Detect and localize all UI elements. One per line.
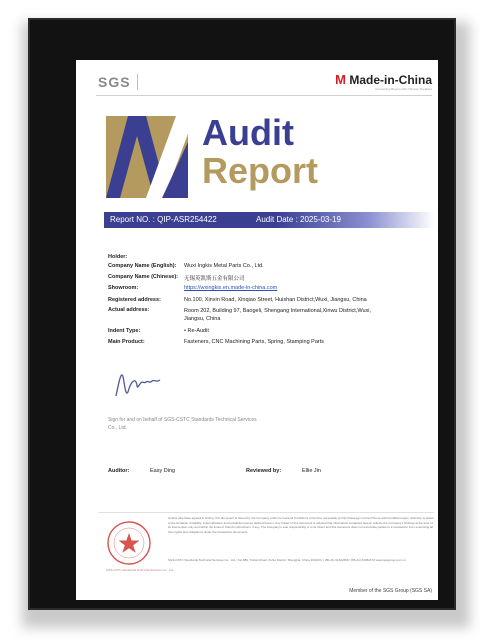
audit-report-logo-icon (106, 116, 188, 198)
certificate-frame (28, 18, 456, 610)
member-of-sgs-text: Member of the SGS Group (SGS SA) (349, 588, 432, 594)
main-product-value: Fasteners, CNC Machining Parts, Spring, Stamping Parts (184, 339, 325, 345)
company-cn-label: Company Name (Chinese): (108, 274, 178, 280)
showroom-label: Showroom: (108, 285, 139, 291)
actual-address-label: Actual address: (108, 307, 150, 313)
sgs-logo: SGS (98, 74, 138, 90)
auditor-name: Easy Ding (150, 468, 176, 474)
auditor-label: Auditor: (108, 468, 130, 474)
title-report: Report (202, 150, 318, 191)
reviewed-by-label: Reviewed by: (246, 468, 282, 474)
registered-address-label: Registered address: (108, 297, 161, 303)
made-in-china-tagline: Connecting Buyers with Chinese Suppliers (375, 87, 432, 91)
actual-address-value: Room 202, Building 97, Baogeli, Shengang International,Xinwu District,Wuxi, Jiangsu, China (184, 308, 372, 322)
audit-date: Audit Date : 2025-03-19 (256, 215, 341, 224)
registered-address-value: No.100, Xinxin Road, Xinqiao Street, Huishan District,Wuxi, Jiangsu, China (184, 297, 367, 303)
seal-caption: SGS-CSTC Standards Technical Services Co., Ltd. (106, 568, 174, 572)
title-audit: Audit (202, 112, 294, 153)
reviewer-name: Ellie Jin (302, 468, 321, 474)
company-seal-icon (106, 520, 152, 566)
holder-label: Holder: (108, 254, 128, 260)
sign-on-behalf-text: Sign for and on behalf of SGS-CSTC Standards Technical Services Co., Ltd. (108, 417, 257, 431)
footer-divider (98, 512, 434, 513)
terms-fine-print: Unless otherwise agreed in writing, this document is issued by the Company under its General Conditions of Service accessible at http://www.sgs.com/en/Terms-and-Conditions.aspx. Attention is drawn to the limitation of liability, indemnification and jurisdiction issues defined therein. Any holder of this document is advised that information contained hereon reflects the Company's findings at the time of its intervention only and within the limits of Client's instructions, if any. The Company's sole responsibility is to its Client and this document does not exonerate parties to a transaction from exercising all their rights and obligations under the transaction documents. (168, 516, 434, 534)
indent-type-label: Indent Type: (108, 328, 141, 334)
report-number: Report NO. : QIP-ASR254422 (110, 215, 217, 224)
report-info-bar (104, 212, 434, 228)
company-en-label: Company Name (English): (108, 263, 177, 269)
main-product-label: Main Product: (108, 339, 145, 345)
report-paper (76, 60, 438, 600)
signature-image (112, 366, 162, 402)
indent-type-value: • Re-Audit (184, 328, 209, 334)
company-cn-value: 无锡英凯斯五金有限公司 (184, 276, 245, 282)
company-en-value: Wuxi Ingkis Metal Parts Co., Ltd. (184, 263, 264, 269)
made-in-china-logo: M Made-in-China (335, 72, 432, 87)
footer-address: SGS-CSTC Standards Technical Services Co., Ltd. | No.889, Yishan Road, Xuhui District, Shanghai, China 200233 | t (86-21) 61402666 f (86-21) 64952172 www.sgsgroup.com.cn (168, 558, 406, 562)
header-divider (96, 95, 432, 96)
showroom-link[interactable]: https://wxingkis.en.made-in-china.com (184, 285, 278, 291)
